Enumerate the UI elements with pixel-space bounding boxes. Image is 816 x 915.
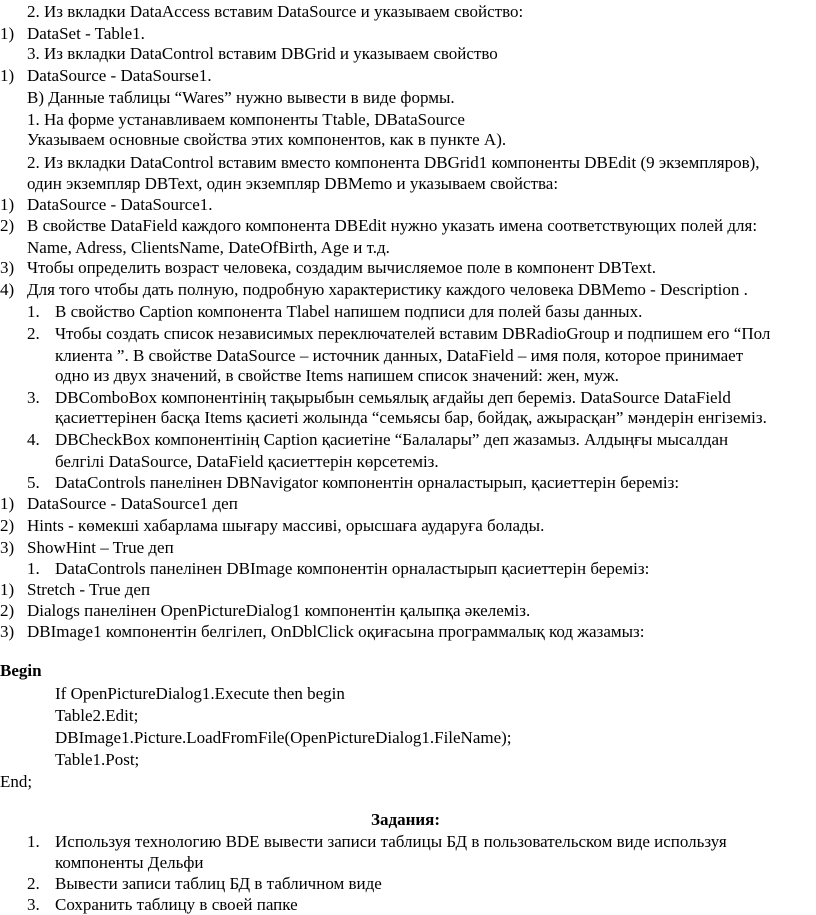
line-text: Table1.Post; xyxy=(55,750,140,769)
line-text: 1. На форме устанавливаем компоненты Ttable, DBataSource xyxy=(27,110,465,129)
line-text: Чтобы определить возраст человека, создадим вычисляемое поле в компонент DBText. xyxy=(27,258,656,277)
line-text: 3. Из вкладки DataControl вставим DBGrid и указываем свойство xyxy=(27,44,498,63)
line-text: Begin xyxy=(0,661,42,680)
line-text: В свойство Caption компонента Tlabel напишем подписи для полей базы данных. xyxy=(55,302,643,321)
line-text: DataSource - DataSource1. xyxy=(27,195,213,214)
line-text: қасиеттерінен басқа Items қасиеті жолында “семьясы бар, бойдақ, ажырасқан” мәндерін енгіземіз. xyxy=(55,408,767,427)
list-number: 4) xyxy=(0,280,15,299)
line-text: Сохранить таблицу в своей папке xyxy=(55,895,298,914)
list-number: 1) xyxy=(0,24,15,43)
line-text: 2. Из вкладки DataAccess вставим DataSource и указываем свойство: xyxy=(27,2,524,21)
list-number: 1) xyxy=(0,580,15,599)
list-number: 2. xyxy=(27,324,40,343)
line-text: DBImage1 компонентін белгілеп, OnDblClick оқиғасына программалық код жазамыз: xyxy=(27,622,645,641)
line-text: DataControls панелінен DBImage компонентін орналастырып қасиеттерін береміз: xyxy=(55,559,650,578)
line-text: DataControls панелінен DBNavigator компонентін орналастырып, қасиеттерін береміз: xyxy=(55,473,680,492)
line-text: Используя технологию BDE вывести записи таблицы БД в пользовательском виде используя xyxy=(55,832,727,851)
line-text: В свойстве DataField каждого компонента DBEdit нужно указать имена соответствующих полей для: xyxy=(27,216,758,235)
line-text: Чтобы создать список независимых переключателей вставим DBRadioGroup и подпишем его “Пол xyxy=(55,324,771,343)
list-number: 3. xyxy=(27,388,40,407)
line-text: одно из двух значений, в свойстве Items напишем список значений: жен, муж. xyxy=(55,366,619,385)
line-text: Stretch - True деп xyxy=(27,580,151,599)
line-text: End; xyxy=(0,772,33,791)
line-text: DataSet - Table1. xyxy=(27,24,145,43)
line-text: If OpenPictureDialog1.Execute then begin xyxy=(55,684,345,703)
list-number: 3) xyxy=(0,258,15,277)
line-text: DBImage1.Picture.LoadFromFile(OpenPictureDialog1.FileName); xyxy=(55,728,512,747)
line-text: клиента ”. В свойстве DataSource – источник данных, DataField – имя поля, которое принимает xyxy=(55,346,744,365)
line-text: Table2.Edit; xyxy=(55,706,139,725)
list-number: 3) xyxy=(0,538,15,557)
line-text: Name, Adress, ClientsName, DateOfBirth, Age и т.д. xyxy=(27,238,390,257)
line-text: 2. Из вкладки DataControl вставим вместо компонента DBGrid1 компоненты DBEdit (9 экземпляров), xyxy=(27,153,760,172)
list-number: 1) xyxy=(0,195,15,214)
line-text: DataSource - DataSource1 деп xyxy=(27,494,238,513)
line-text: один экземпляр DBText, один экземпляр DBMemo и указываем свойства: xyxy=(27,174,559,193)
line-text: Задания: xyxy=(371,810,441,829)
list-number: 2. xyxy=(27,874,40,893)
list-number: 2) xyxy=(0,601,15,620)
list-number: 4. xyxy=(27,430,40,449)
list-number: 3) xyxy=(0,622,15,641)
line-text: Dialogs панелінен OpenPictureDialog1 компонентін қалыпқа әкелеміз. xyxy=(27,601,531,620)
list-number: 1) xyxy=(0,66,15,85)
list-number: 3. xyxy=(27,895,40,914)
line-text: Для того чтобы дать полную, подробную характеристику каждого человека DBMemo - Description . xyxy=(27,280,748,299)
line-text: Вывести записи таблиц БД в табличном виде xyxy=(55,874,382,893)
line-text: DataSource - DataSourse1. xyxy=(27,66,212,85)
line-text: DBCheckBox компонентінің Caption қасиетіне “Балалары” деп жазамыз. Алдыңғы мысалдан xyxy=(55,430,729,449)
list-number: 1. xyxy=(27,559,40,578)
list-number: 1. xyxy=(27,832,40,851)
list-number: 1) xyxy=(0,494,15,513)
line-text: Hints - көмекші хабарлама шығару массиві, орысшаға аударуға болады. xyxy=(27,516,545,535)
list-number: 5. xyxy=(27,473,40,492)
line-text: белгілі DataSource, DataField қасиеттерін көрсетеміз. xyxy=(55,452,439,471)
line-text: DBComboBox компонентінің тақырыбын семьялық ағдайы деп береміз. DataSource DataField xyxy=(55,388,731,407)
line-text: ShowHint – True деп xyxy=(27,538,174,557)
line-text: компоненты Дельфи xyxy=(55,853,204,872)
list-number: 1. xyxy=(27,302,40,321)
line-text: B) Данные таблицы “Wares” нужно вывести в виде формы. xyxy=(27,88,455,107)
list-number: 2) xyxy=(0,216,15,235)
list-number: 2) xyxy=(0,516,15,535)
line-text: Указываем основные свойства этих компонентов, как в пункте А). xyxy=(27,130,507,149)
